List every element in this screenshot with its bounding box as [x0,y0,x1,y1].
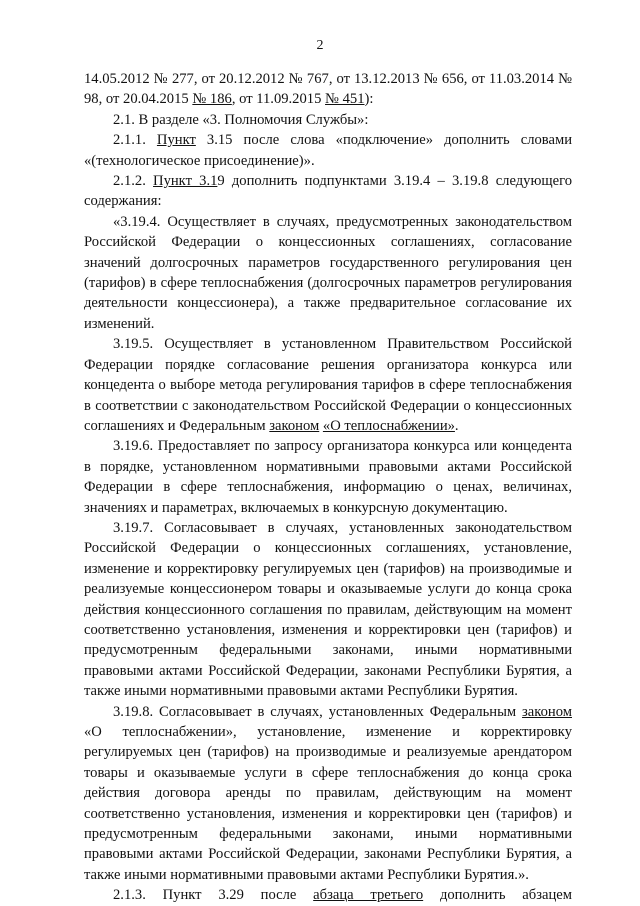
document-link[interactable]: абзаца третьего [313,887,424,904]
document-paragraph [84,885,572,905]
document-paragraph [84,702,572,886]
paragraph-text: 3.19.8. Согласовывает в случаях, установленных Федеральным [113,703,523,720]
document-paragraph [84,518,572,702]
document-link[interactable]: законом [522,703,572,720]
paragraph-text: . [454,417,459,434]
paragraph-text: 3.15 после слова «подключение» дополнить словами «(технологическое присоединение)». [84,132,573,169]
paragraph-text: , от 11.09.2015 [231,91,326,108]
document-link[interactable]: Пункт [156,132,196,149]
paragraph-text: 3.19.7. Согласовывает в случаях, установленных законодательством Российской Федерации о концессионных соглашениях, установление, изменение и корректировку регулируемых цен (тарифов) на производимые и реализуемые концессионером товары и оказываемые услуги до конца срока действия концессионного соглашения по правилам, действующим на момент соответственно установления, изменения и корректировки цен (тарифов) и предусмотренным федеральными законами, иными нормативными правовыми актами Российской Федерации, законами Республики Бурятия, а также иными нормативными правовыми актами Республики Бурятия. [84,519,572,700]
document-link[interactable]: законом [269,417,320,434]
document-paragraph [84,334,572,436]
document-link[interactable]: № 186 [192,91,232,108]
paragraph-text: 3.19.5. Осуществляет в установленном Правительством Российской Федерации порядке согласование решения организатора конкурса или концедента о выборе метода регулирования тарифов в сфере теплоснабжения в соответствии с законодательством Российской Федерации о концессионных соглашениях и Федеральным [84,336,572,434]
paragraph-text: «О теплоснабжении», установление, изменение и корректировку регулируемых цен (тарифов) на производимые и реализуемые арендатором товары и оказываемые услуги в сфере теплоснабжения до конца срока действия договора аренды по правилам, действующим на момент соответственно установления, изменения и корректировки цен (тарифов) и предусмотренным федеральными законами, иными нормативными правовыми актами Российской Федерации, законами Республики Бурятия, а также иными нормативными правовыми актами Республики Бурятия.». [84,724,572,883]
document-link[interactable]: «О теплоснабжении» [322,417,455,434]
document-body [84,69,572,906]
paragraph-text: 2.1.2. [113,173,154,190]
paragraph-text: 2.1.3. Пункт 3.29 после [113,887,314,904]
document-paragraph [84,110,572,130]
paragraph-text: 9 дополнить подпунктами 3.19.4 – 3.19.8 следующего содержания: [84,173,572,210]
document-paragraph [84,171,572,212]
paragraph-text: 14.05.2012 № 277, от 20.12.2012 № 767, от 13.12.2013 № 656, от 11.03.2014 № 98, от 20.04.2015 [84,71,572,108]
document-paragraph [84,130,572,171]
paragraph-text: ): [364,91,374,108]
document-link[interactable]: Пункт 3.1 [153,173,218,190]
paragraph-text: 3.19.6. Предоставляет по запросу организатора конкурса или концедента в порядке, установленном нормативными правовыми актами Российской Федерации в сфере теплоснабжения, информацию о ценах, величинах, значениях и параметрах, включаемых в конкурсную документацию. [84,438,572,516]
document-link[interactable]: № 451 [325,91,365,108]
document-paragraph [84,436,572,518]
document-paragraph [84,212,572,334]
page-number: 2 [316,38,324,53]
document-paragraph [84,69,572,110]
paragraph-text: 2.1.1. [113,132,157,149]
paragraph-text: «3.19.4. Осуществляет в случаях, предусмотренных законодательством Российской Федерации о концессионных соглашениях, согласование значений долгосрочных параметров государственного регулирования цен (тарифов) в сфере теплоснабжения (долгосрочных параметров регулирования деятельности концессионера), а также предварительное согласование их изменений. [84,213,572,332]
paragraph-text: 2.1. В разделе «3. Полномочия Службы»: [113,111,369,128]
paragraph-text: дополнить абзацем [423,887,572,904]
